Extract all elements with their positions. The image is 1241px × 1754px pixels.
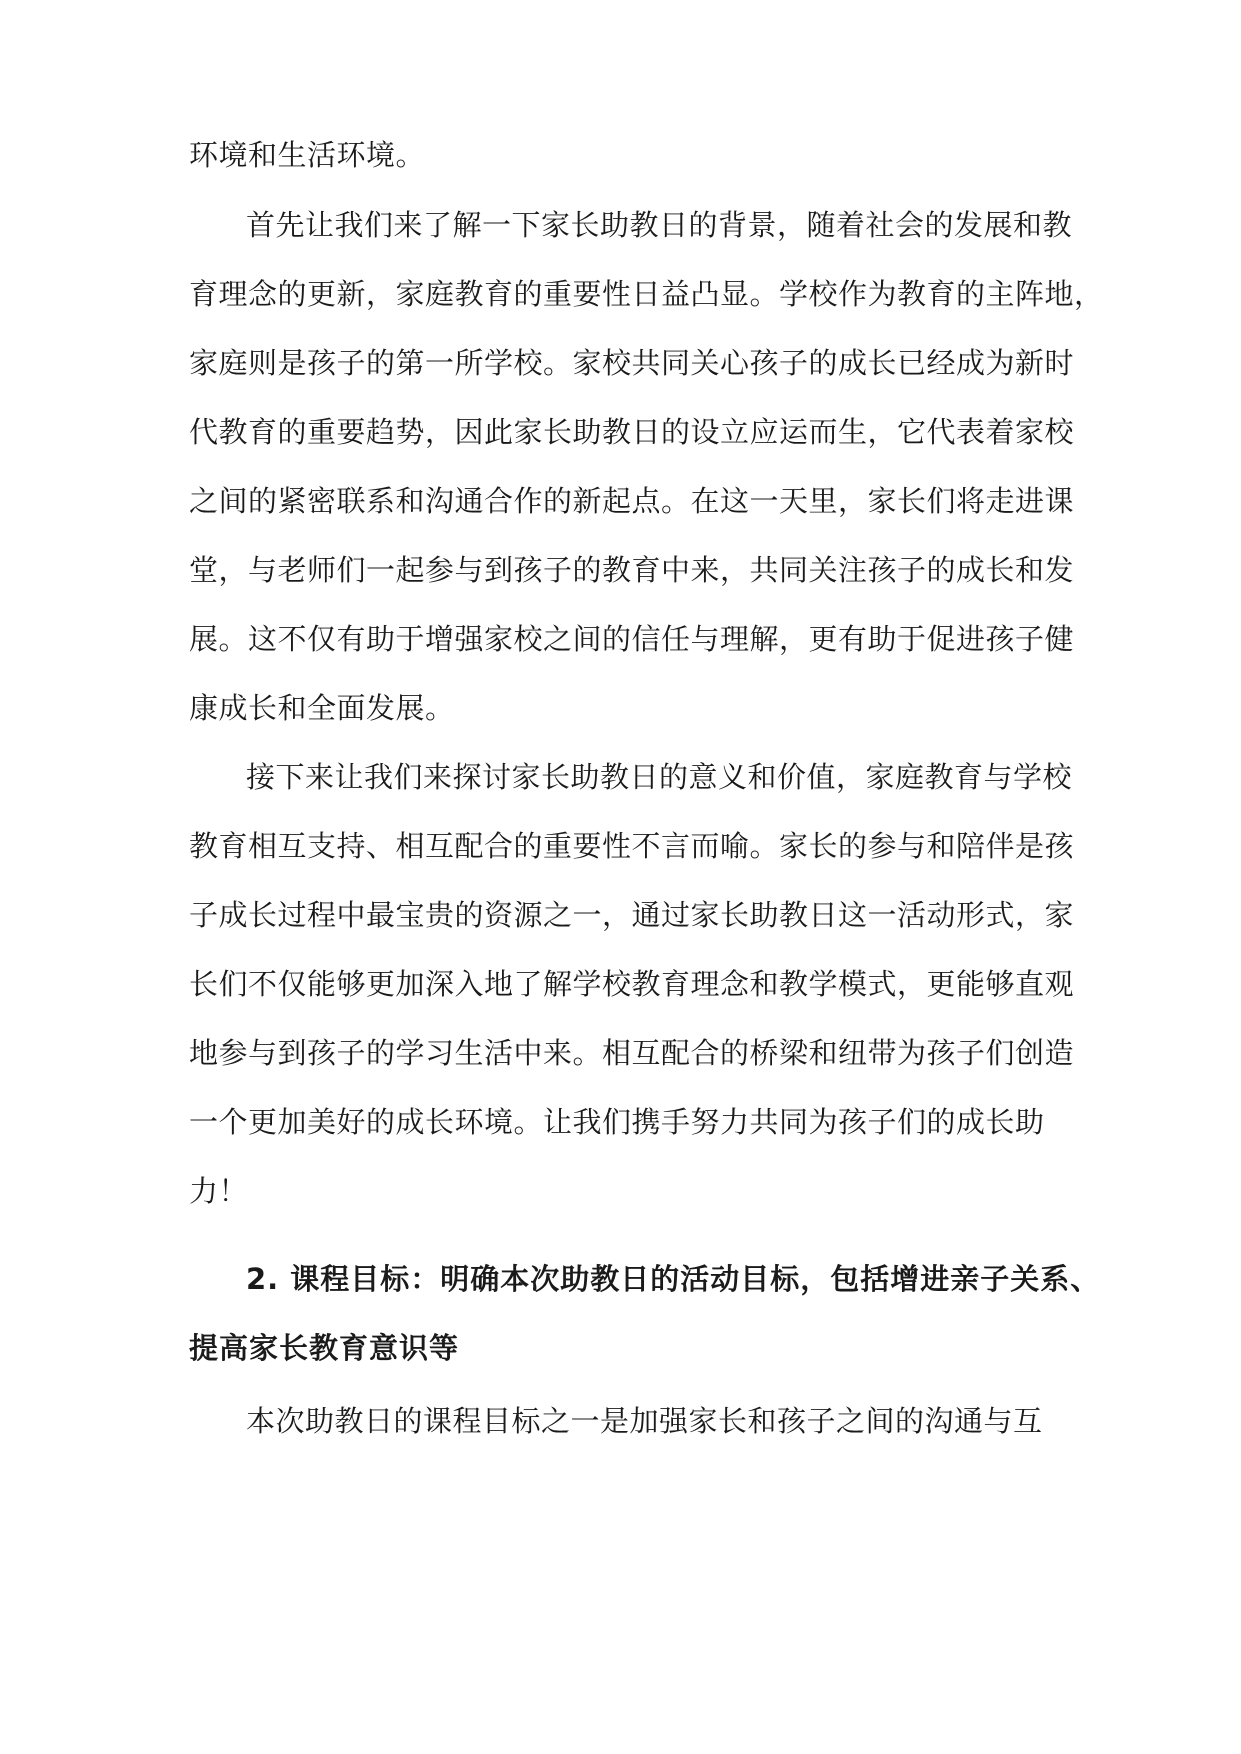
paragraph-first-line: 接下来让我们来探讨家长助教日的意义和价值，家庭教育与学校 bbox=[246, 760, 1073, 794]
text-line: 长们不仅能够更加深入地了解学校教育理念和教学模式，更能够直观 bbox=[189, 967, 1075, 1001]
paragraph-first-line: 首先让我们来了解一下家长助教日的背景，随着社会的发展和教 bbox=[246, 208, 1073, 242]
text-line: 子成长过程中最宝贵的资源之一，通过家长助教日这一活动形式，家 bbox=[189, 898, 1075, 932]
text-line: 教育相互支持、相互配合的重要性不言而喻。家长的参与和陪伴是孩 bbox=[189, 829, 1075, 863]
text-line: 展。这不仅有助于增强家校之间的信任与理解，更有助于促进孩子健 bbox=[189, 622, 1075, 656]
text-line: 康成长和全面发展。 bbox=[189, 691, 455, 725]
text-line: 代教育的重要趋势，因此家长助教日的设立应运而生，它代表着家校 bbox=[189, 415, 1075, 449]
text-line: 地参与到孩子的学习生活中来。相互配合的桥梁和纽带为孩子们创造 bbox=[189, 1036, 1075, 1070]
text-line: 环境和生活环境。 bbox=[189, 138, 426, 172]
text-line: 之间的紧密联系和沟通合作的新起点。在这一天里，家长们将走进课 bbox=[189, 484, 1075, 518]
section-heading-continued: 提高家长教育意识等 bbox=[189, 1331, 460, 1365]
text-line: 家庭则是孩子的第一所学校。家校共同关心孩子的成长已经成为新时 bbox=[189, 346, 1075, 380]
text-line: 力！ bbox=[189, 1174, 249, 1208]
text-line: 一个更加美好的成长环境。让我们携手努力共同为孩子们的成长助 bbox=[189, 1105, 1045, 1139]
text-line: 育理念的更新，家庭教育的重要性日益凸显。学校作为教育的主阵地， bbox=[189, 277, 1104, 311]
paragraph-first-line: 本次助教日的课程目标之一是加强家长和孩子之间的沟通与互 bbox=[246, 1404, 1043, 1438]
section-heading: 2. 课程目标：明确本次助教日的活动目标，包括增进亲子关系、 bbox=[246, 1262, 1101, 1296]
text-line: 堂，与老师们一起参与到孩子的教育中来，共同关注孩子的成长和发 bbox=[189, 553, 1075, 587]
